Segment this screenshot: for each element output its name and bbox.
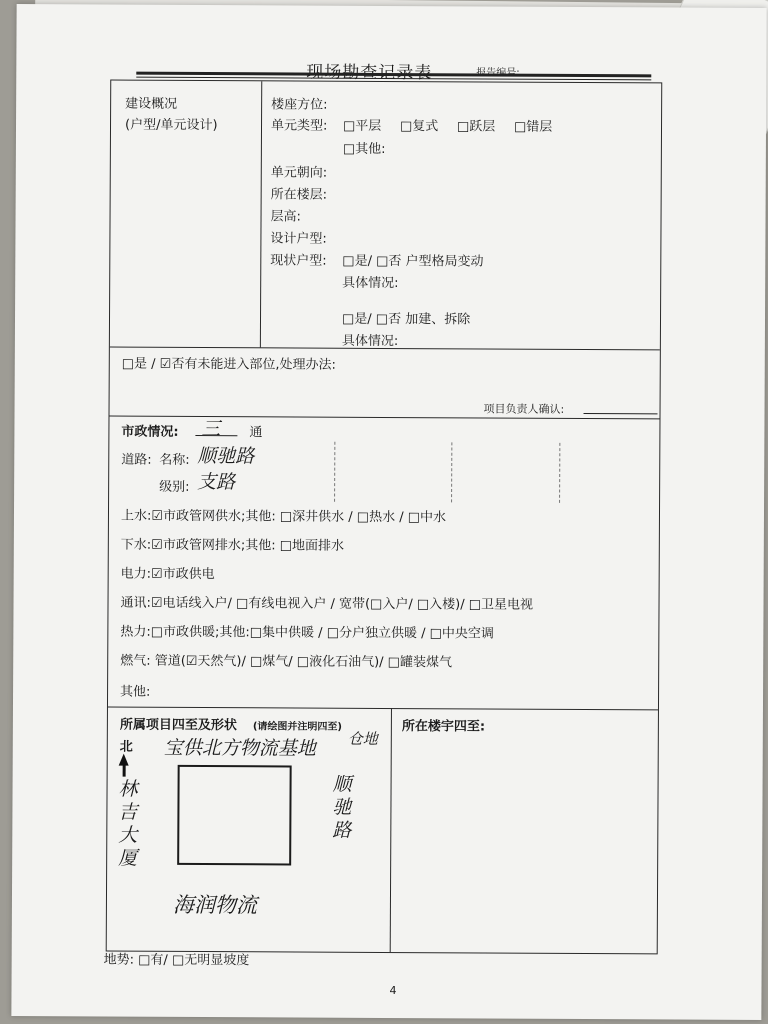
page-title [306,58,432,84]
option-stagger[interactable]: □错层 [513,119,553,135]
option-duplex[interactable]: □复式 [399,119,439,135]
road-label: 道路: [121,452,152,468]
handwritten-count: 三 [201,418,221,441]
option-addition[interactable]: □是/ □否 加建、拆除 [341,311,471,328]
handwritten-east-boundary: 顺驰路 [329,773,352,843]
access-question[interactable]: □是 / ☑否有未能进入部位,处理办法: [121,356,336,373]
drainage-row[interactable]: 下水:☑市政管网排水;其他: □地面排水 [120,537,345,554]
surroundings-note: (请绘图并注明四至) [252,721,343,733]
option-flat[interactable]: □平层 [342,118,382,134]
building-section-sublabel: (户型/单元设计) [124,117,218,134]
power-row[interactable]: 电力:☑市政供电 [120,566,215,583]
surroundings-col-divider [390,708,392,952]
municipal-title: 市政情况: [121,424,179,440]
divider-access [109,416,659,420]
form-page [11,4,766,1020]
field-height: 层高: [270,209,301,225]
field-unit-facing: 单元朝向: [270,165,328,181]
other-row: 其他: [120,684,151,700]
option-layout-change[interactable]: □是/ □否 户型格局变动 [342,253,484,270]
manager-confirm-label: 项目负责人确认: [483,402,565,416]
survey-form-table [106,80,663,955]
dashed-guide [559,443,560,503]
road-name-label: 名称: [159,452,190,468]
field-detail-2: 具体情况: [341,333,399,350]
terrain-row[interactable]: 地势: □有/ □无明显坡度 [103,952,250,969]
dashed-guide [334,442,335,502]
municipal-suffix: 通 [249,425,263,441]
handwritten-north-boundary: 宝供北方物流基地 [163,736,316,760]
water-supply-row[interactable]: 上水:☑市政管网供水;其他: □深井供水 / □热水 / □中水 [120,508,447,526]
handwritten-west-boundary: 林吉大厦 [115,778,138,871]
heating-row[interactable]: 热力:□市政供暖;其他:□集中供暖 / □分户独立供暖 / □中央空调 [120,624,494,642]
gas-row[interactable]: 燃气: 管道(☑天然气)/ □煤气/ □液化石油气)/ □罐装煤气 [120,653,453,671]
telecom-row[interactable]: 通讯:☑电话线入户/ □有线电视入户 / 宽带(□入户/ □入楼)/ □卫星电视 [120,595,534,613]
dashed-guide [451,442,452,502]
field-detail-1: 具体情况: [342,275,399,292]
building-surroundings-title: 所在楼宇四至: [401,719,486,735]
page-number: 4 [389,984,397,998]
field-floor: 所在楼层: [270,187,328,203]
handwritten-north-note: 仓地 [347,729,378,748]
divider-municipal [108,707,658,711]
count-underline [195,435,237,436]
handwritten-road-name: 顺驰路 [197,444,255,468]
field-unit-type: 单元类型: [270,118,328,134]
option-split[interactable]: □跃层 [456,119,496,135]
surroundings-title: 所属项目四至及形状 [119,717,237,734]
building-section-label: 建设概况 [125,96,178,112]
field-design-layout: 设计户型: [270,231,327,247]
signature-line [584,413,658,414]
building-col-divider [260,81,262,347]
north-label: 北 [119,739,133,755]
site-sketch-outline [177,765,292,866]
road-level-label: 级别: [159,479,190,495]
field-orientation: 楼座方位: [271,97,328,113]
north-arrow-stem [123,765,126,777]
handwritten-road-level: 支路 [197,470,236,494]
option-other[interactable]: □其他: [342,141,386,157]
handwritten-south-boundary: 海润物流 [172,892,258,918]
field-current-layout: 现状户型: [270,253,327,269]
